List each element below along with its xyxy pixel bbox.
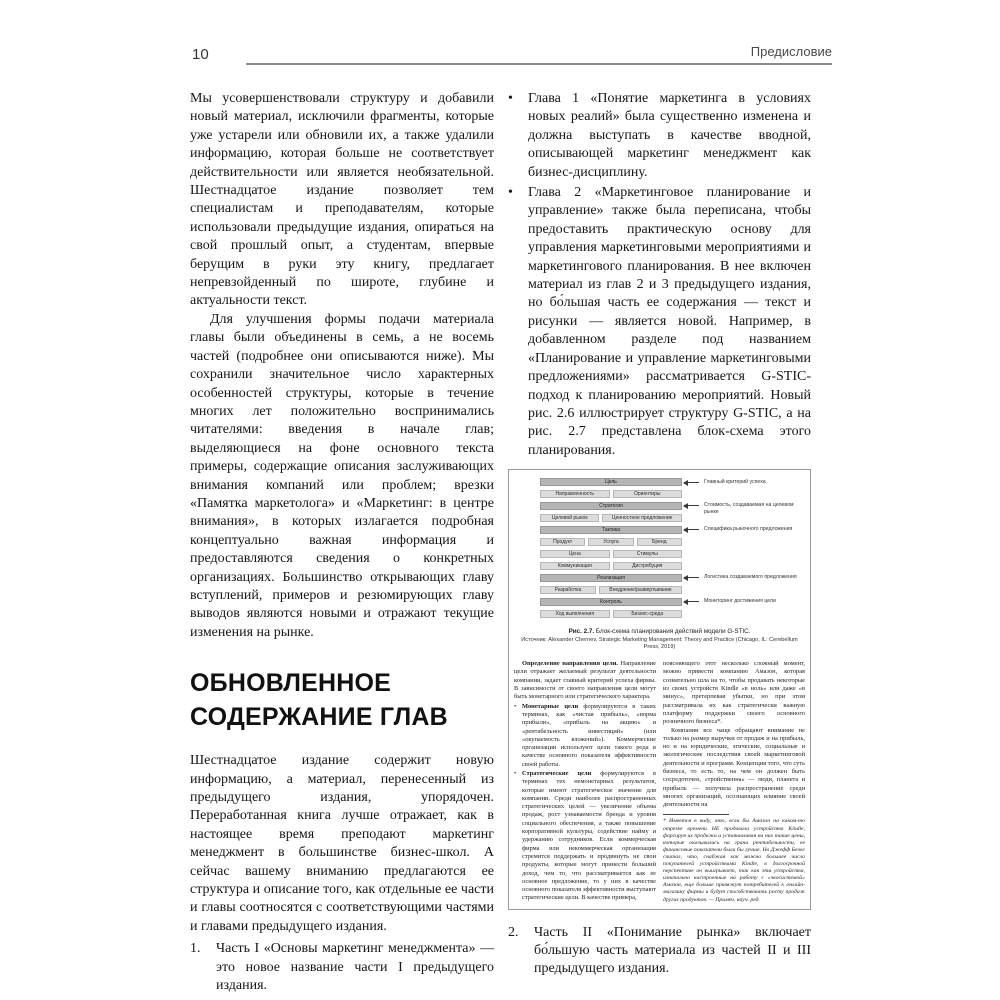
diagram-cell: Ход выполнения [540,610,610,618]
item-number: 2. [508,924,519,940]
diagram-row [540,514,682,522]
annotation-logistics [684,574,800,580]
tiny-bullet-lead: Монетарные цели [522,702,579,710]
figure-2-7 [508,469,811,909]
diagram-cell: Дистрибуция [613,562,683,570]
tiny-bullet-monetary: • Монетарные цели формулируются в таких терминах, как «чистая прибыль», «норма прибыли», «прибыль на акцию» и «рентабельность инвестиций» (или «окупаемость вложений»). Коммерческие организации используют цели такого рода в качестве основного показателя эффективности своей работы. [514,702,656,768]
annotation-text: Логистика создаваемого предложения [704,574,797,581]
section-heading: ОБНОВЛЕННОЕ СОДЕРЖАНИЕ ГЛАВ [190,669,448,732]
annotation-text: Мониторинг достижения цели [704,598,776,605]
tiny-paragraph: Компании все чаще обращают внимание не только на размер выручки от продаж и на прибыль, но и на юридические, этические, социальные и экологические последствия своей маркетинговой деятельности и программ. Концепция того, что суть бизнеса, то есть то, на чем он должен быть сосредоточен, «тройственна» — люди, планета и прибыль — получила распространение среди многих организаций, осознающих влияние своей деятельности на [663,726,805,809]
bullet-item-1 [508,90,811,182]
header-title: Предисловие [750,44,832,59]
diagram-cell: Бренд [637,538,682,546]
tiny-paragraph: Определение направления цели. Направление цели отражает желаемый результат деятельности компании, задает главный критерий успеха фирмы. В зависимости от своего направления цели могут быть монетарного или стратегического характера. [514,660,656,701]
figure-body [514,660,805,903]
diagram-row-implementation [540,574,682,582]
left-arrow-icon [684,577,699,578]
diagram-row-strategy [540,502,682,510]
diagram-cell: Контроль [540,598,682,606]
left-arrow-icon [684,505,699,506]
bullet-item-2 [508,184,811,460]
paragraph-2: Для улучшения формы подачи материала главы были объединены в семь, а не восемь частей (подробнее они описываются ниже). Мы сохранили значительное число характерных особенностей структуры, которые в течение многих лет положительно воспринимались читателями: введения в начале глав; выделяющиеся на фоне основного текста примеры, содержащие описания заслуживающих внимания компаний или проблем; врезки «Памятка маркетолога» и «Маркетинг: в центре внимания», в которых излагается подробная концептуально важная информация и предоставляются сведения о конкретных организациях. Большинство открывающих главу вступлений, примеров и резюмирующих главу выводов являются новыми и отражают текущие изменения на рынке. [190,311,494,640]
gstic-diagram [514,478,805,622]
diagram-cell: Внедрение/развертывание [599,586,682,594]
diagram-cell: Стратегия [540,502,682,510]
diagram-cell: Тактика [540,526,682,534]
bullet-text: Глава 1 «Понятие маркетинга в условиях новых реалий» была существенно изменена и должна выступать в качестве вводной, описывающей маркетинг менеджмент как бизнес-дисциплину. [528,91,811,180]
diagram-row [540,550,682,558]
bullet-marker: • [508,91,513,106]
tiny-bullet-strategic: • Стратегические цели формулируются в терминах тех немонетарных результатов, которые имеют стратегическое значение для компании. Среди наиболее распространенных стратегических целей — увеличение объема продаж, рост узнаваемости бренда и уровня социального обеспечения, а также повышение корпоративной культуры, содействие найму и удержанию сотрудников. Если коммерческая фирма или некоммерческая организация стремится поддержать и продвинуть не свои продукты, которые могут принести больший доход, чем то, что рассматривается как ее основное предложение, то у них в качестве основного показателя эффективности выступают стратегические цели. В качестве примера, [514,769,656,902]
diagram-row [540,586,682,594]
tiny-bullet-lead: Стратегические цели [522,769,592,777]
bullet-marker: • [514,769,517,777]
footnote-rule [663,814,729,815]
figure-caption-label: Рис. 2.7. [568,628,595,636]
diagram-cell: Стимулы [613,550,683,558]
left-arrow-icon [684,529,699,530]
diagram-cell: Продукт [540,538,585,546]
diagram-row [540,610,682,618]
annotation-text: Стоимость, создаваемая на целевом рынке [704,502,794,515]
diagram-cell: Ориентиры [613,490,683,498]
page-number: 10 [192,46,209,63]
diagram-cell: Услуга [588,538,633,546]
diagram-row [540,490,682,498]
diagram-cell: Целевой рынок [540,514,599,522]
bullet-marker: • [508,185,513,201]
paragraph-1: Мы усовершенствовали структуру и добавили новый материал, исключили фрагменты, которые уже устарели или обновили их, а также удалили информацию, которая больше не соответствует действительности или является необязательной. Шестнадцатое издание позволяет тем специалистам и преподавателям, которые использовали предыдущие издания, опираться на свой прошлый опыт, а студентам, впервые берущим в руки эту книгу, предлагает непревзойденный по широте, глубине и актуальности текст. [190,91,494,309]
left-arrow-icon [684,482,699,483]
item-text: Часть II «Понимание рынка» включает бо́льшую часть материала из частей II и III предыдущего издания. [534,924,811,977]
diagram-row [540,562,682,570]
diagram-cell: Бизнес-среда [613,610,683,618]
annotation-text: Специфика рыночного предложения [704,526,793,533]
header-rule [246,63,832,65]
annotation-target-value [684,502,800,515]
bullet-text: Глава 2 «Маркетинговое планирование и управление» также была переписана, чтобы предоставить практическую основу для управления маркетинговыми мероприятиями и маркетингового планирования. В нее включен материал из глав 2 и 3 предыдущего издания, но бо́льшая часть ее содержания — текст и рисунки — является новой. Например, в добавленном разделе под названием «Планирование и управление маркетинговыми предложениями» рассматривается G-STIC-подход к планированию мероприятий. Новый рис. 2.6 иллюстрирует структуру G-STIC, а на рис. 2.7 представлена блок-схема этого планирования. [528,185,811,458]
numbered-item-2 [508,924,811,979]
footnote: * Имеется в виду, что, если бы Амазон на каком-то отрезке времени НЕ продавала устройства Kindle, форсируя их продажи и устанавливая на них такие цены, которые оказывались на грани рентабельности, ее финансовые показатели были бы лучше. Но Джефф Безос считал, что, снабжая как можно большее число покупателей устройствами Kindle, в долгосрочной перспективе он выигрывает, так как эти устройства, изначально настроенные на работу с «экосистемой» Амазон, еще больше привяжут потребителей к онлайн-магазину фирмы и будут способствовать росту продаж других продуктов. — Примеч. науч. ред. [663,818,805,903]
figure-body-left-column [514,660,656,903]
item-number: 1. [190,941,201,957]
diagram-cell: Реализация [540,574,682,582]
diagram-cell: Цель [540,478,682,486]
figure-body-right-column [663,660,805,903]
diagram-cell: Коммуникация [540,562,610,570]
left-arrow-icon [684,601,699,602]
diagram-row-control [540,598,682,606]
left-column [190,90,494,995]
annotation-offer-specifics [684,526,800,532]
figure-source: Источник: Alexander Chernev, Strategic Marketing Management: Theory and Practice (Chicago, IL: Cerebellum Press, 2019) [521,637,798,651]
tiny-paragraph: поясняющего этот несколько сложный момент, можно привести компанию Амазон, которая сознательно шла на то, чтобы продавать некоторые из своих устройств Kindle «в ноль» или даже «в минус», претерпевая убытки, но при этом рассматривала их как стратегически важную платформу поддержки своего основного розничного бизнеса*. [663,660,805,726]
figure-caption-text: Блок-схема планирования действий модели G-STIC. [594,628,751,636]
diagram-cell: Ценностное предложение [602,514,682,522]
tiny-paragraph-lead: Определение направления цели. [522,660,618,668]
diagram-cell: Цена [540,550,610,558]
diagram-cell: Направленность [540,490,610,498]
diagram-row-tactics [540,526,682,534]
diagram-cell: Разработка [540,586,596,594]
bullet-marker: • [514,702,517,710]
paragraph-3: Шестнадцатое издание содержит новую информацию, а материал, перенесенный из предыдущего издания, упорядочен. Переработанная книга лучше отражает, как в настоящее время преподают маркетинг менеджмент в большинстве бизнес-школ. А сейчас вашему вниманию предлагаются ее структура и описание того, как отдельные ее части и главы соотносятся с соответствующими частями и главами предыдущего издания. [190,753,494,934]
running-head [190,44,832,68]
diagram-row-goal [540,478,682,486]
figure-caption [514,628,805,636]
item-text: Часть I «Основы маркетинг менеджмента» — это новое название части I предыдущего издания. [216,941,494,994]
annotation-success-criterion [684,479,800,485]
numbered-item-1 [190,940,494,995]
diagram-row [540,538,682,546]
annotation-monitoring [684,598,800,604]
right-column [508,90,811,979]
annotation-text: Главный критерий успеха [704,479,766,486]
